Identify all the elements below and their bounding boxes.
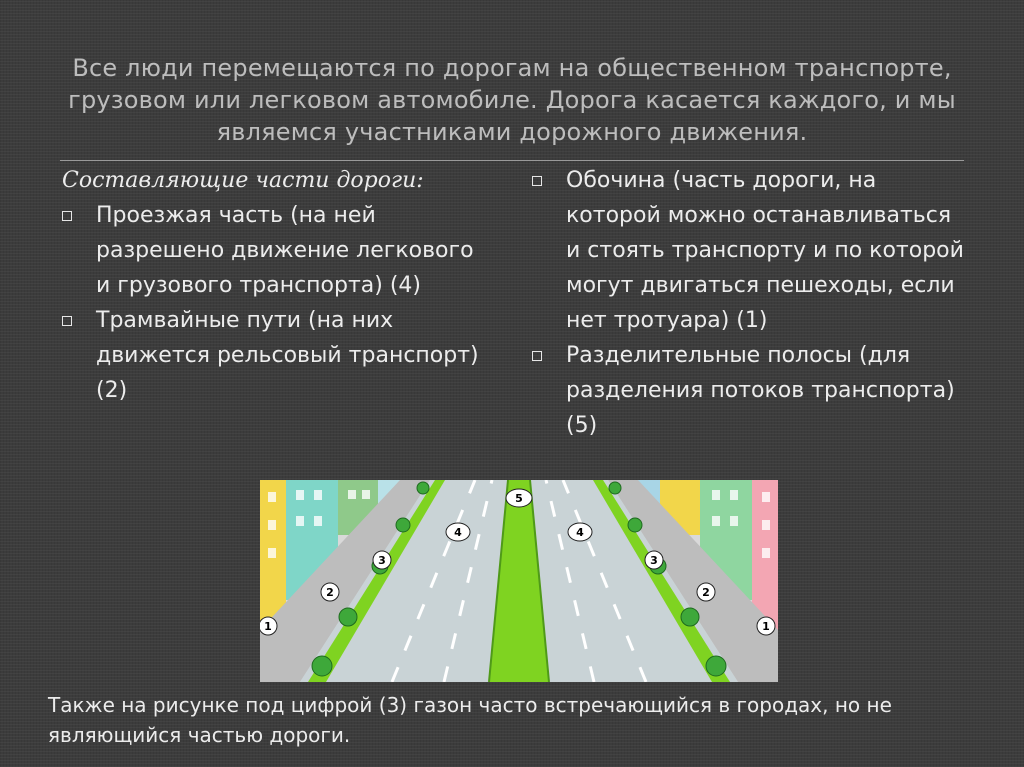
- svg-text:2: 2: [326, 586, 334, 599]
- marker-3-left: [373, 551, 391, 569]
- marker-1-right: [757, 617, 775, 635]
- right-column: [532, 163, 972, 443]
- marker-2-left: [321, 583, 339, 601]
- road-diagram: [260, 480, 778, 682]
- checkbox-bullet-icon: [532, 176, 542, 186]
- checkbox-bullet-icon: [532, 351, 542, 361]
- svg-text:5: 5: [515, 492, 523, 505]
- list-item-text: Проезжая часть (на ней разрешено движение легкового и грузового транспорта) (4): [96, 203, 474, 298]
- title-divider: [60, 160, 964, 161]
- marker-2-right: [697, 583, 715, 601]
- list-item: [62, 303, 482, 408]
- svg-text:4: 4: [454, 526, 462, 539]
- list-item: [532, 163, 972, 338]
- road-illustration: [260, 480, 778, 682]
- left-heading: Составляющие части дороги:: [62, 168, 424, 193]
- slide-caption: Также на рисунке под цифрой (3) газон часто встречающийся в городах, но не являющийся частью дороги.: [48, 693, 892, 747]
- svg-text:3: 3: [650, 554, 658, 567]
- list-item-text: Разделительные полосы (для разделения потоков транспорта) (5): [566, 343, 955, 438]
- list-item-text: Трамвайные пути (на них движется рельсовый транспорт) (2): [96, 308, 479, 403]
- marker-1-left: [260, 617, 277, 635]
- left-column: [62, 163, 482, 408]
- svg-text:4: 4: [576, 526, 584, 539]
- marker-4-right: [568, 523, 592, 541]
- list-item-text: Обочина (часть дороги, на которой можно останавливаться и стоять транспорту и по которой могут двигаться пешеходы, если нет тротуара) (1): [566, 168, 964, 333]
- slide-title: Все люди перемещаются по дорогам на общественном транспорте, грузовом или легковом автомобиле. Дорога касается каждого, и мы являемся участниками дорожного движения.: [68, 54, 956, 146]
- svg-text:1: 1: [264, 620, 272, 633]
- svg-text:1: 1: [762, 620, 770, 633]
- marker-3-right: [645, 551, 663, 569]
- checkbox-bullet-icon: [62, 316, 72, 326]
- svg-text:3: 3: [378, 554, 386, 567]
- svg-text:2: 2: [702, 586, 710, 599]
- list-item: [62, 198, 482, 303]
- marker-4-left: [446, 523, 470, 541]
- marker-5: [506, 489, 532, 507]
- checkbox-bullet-icon: [62, 211, 72, 221]
- list-item: [532, 338, 972, 443]
